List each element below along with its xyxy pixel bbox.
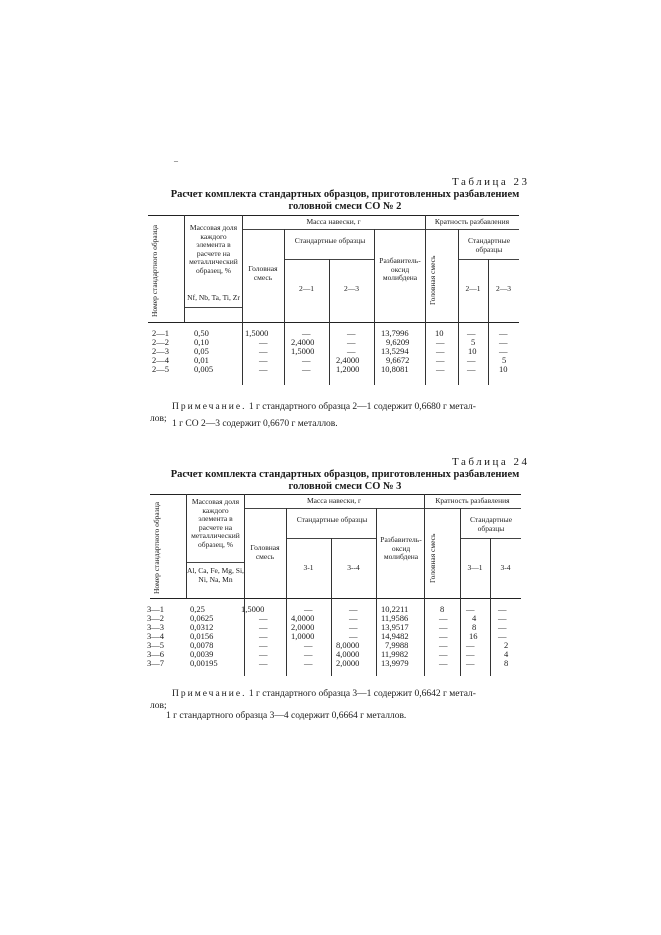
header-mass-fraction: Массовая доля каждого элемента в расчете на металлический образец, % [191,497,240,549]
table-24-note-line2: 1 г стандартного образца 3—4 содержит 0,6664 г металлов. [166,711,407,721]
table-23 [148,215,519,385]
table-23-title-line1: Расчет комплекта стандартных образцов, приготовленных разбавлением [170,189,520,200]
header-mass-group: Масса навески, г [306,217,361,226]
table-row: 3—5 0,0078 — — 8,0000 7,9988 — — 2 [147,640,509,650]
table-23-note-line2: 1 г СО 2—3 содержит 0,6670 г металлов. [172,419,338,429]
table-24-note: Примечание. 1 г стандартного образца 3—1 содержит 0,6642 г метал- [172,689,476,699]
table-row: 2—3 0,05 — 1,5000 — 13,5294 — 10 — [152,346,508,356]
header-elements: Al, Ca, Fe, Mg, Si, Ni, Na, Mn [187,566,244,584]
header-elements: Nf, Nb, Ta, Ti, Zr [187,293,240,302]
table-row: 3—4 0,0156 — 1,0000 — 14,9482 — 16 — [147,631,507,641]
header-mass-fraction: Массовая доля каждого элемента в расчете на металлический образец, % [189,223,238,275]
header-std-samples: Стандартные образцы [294,236,366,245]
header-ratio-std: Стандартные образцы [467,236,511,254]
header-sample-number: Номер стандартного образца [150,224,159,317]
header-mass-group: Масса навески, г [306,496,362,505]
table-23-label: Таблица 23 [452,176,530,188]
table-24-title-line2: головной смеси СО № 3 [288,481,402,492]
table-row: 3—7 0,00195 — — 2,0000 13,9979 — — 8 [147,658,509,668]
header-sub2: 3--4 [347,563,360,572]
table-23-note: Примечание. 1 г стандартного образца 2—1 содержит 0,6680 г метал- [172,402,476,412]
table-row: 2—5 0,005 — — 1,2000 10,8081 — — 10 [152,364,508,374]
header-rsub1: 3—1 [467,563,483,572]
table-row: 3—3 0,0312 — 2,0000 — 13,9517 — 8 — [147,622,507,632]
header-ratio-head: Головная смесь [428,533,437,583]
table-row: 2—1 0,50 1,5000 — — 13,7996 10 — — [152,328,508,338]
table-24-title-line1: Расчет комплекта стандартных образцов, приготовленных разбавлением [170,469,520,480]
table-row: 3—6 0,0039 — — 4,0000 11,9982 — — 4 [147,649,509,659]
header-head-mix: Головная смесь [250,543,280,561]
header-ratio-group: Кратность разбавления [435,496,510,505]
table-24-label: Таблица 24 [452,456,530,468]
table-row: 3—2 0,0625 — 4,0000 — 11,9586 — 4 — [147,613,507,623]
header-head-mix: Головная смесь [248,264,278,282]
header-diluent: Разбавитель-оксид молибдена [380,535,422,561]
header-rsub2: 3-4 [500,563,511,572]
header-ratio-std: Стандартные образцы [469,515,513,533]
header-sub1: 3-1 [303,563,314,572]
header-std-samples: Стандартные образцы [296,515,368,524]
header-rsub1: 2—1 [465,284,481,293]
header-ratio-head: Головная смесь [428,255,437,305]
table-24-note-cont: лов; [150,701,167,711]
header-sub2: 2—3 [344,284,359,293]
header-ratio-group: Кратность разбавления [434,217,510,226]
table-24 [147,494,521,676]
page-mark: – [174,156,178,165]
table-23-note-cont: лов; [150,414,167,424]
table-row: 2—4 0,01 — — 2,4000 9,6672 — — 5 [152,355,507,365]
header-sub1: 2—1 [299,284,314,293]
header-sample-number: Номер стандартного образца [152,501,161,594]
table-row: 2—2 0,10 — 2,4000 — 9,6209 — 5 — [152,337,508,347]
table-row: 3—1 0,25 1,5000 — — 10,2211 8 — — [147,604,507,614]
header-rsub2: 2—3 [496,284,511,293]
table-23-title-line2: головной смеси СО № 2 [288,201,402,212]
header-diluent: Разбавитель-оксид молибдена [379,256,421,282]
